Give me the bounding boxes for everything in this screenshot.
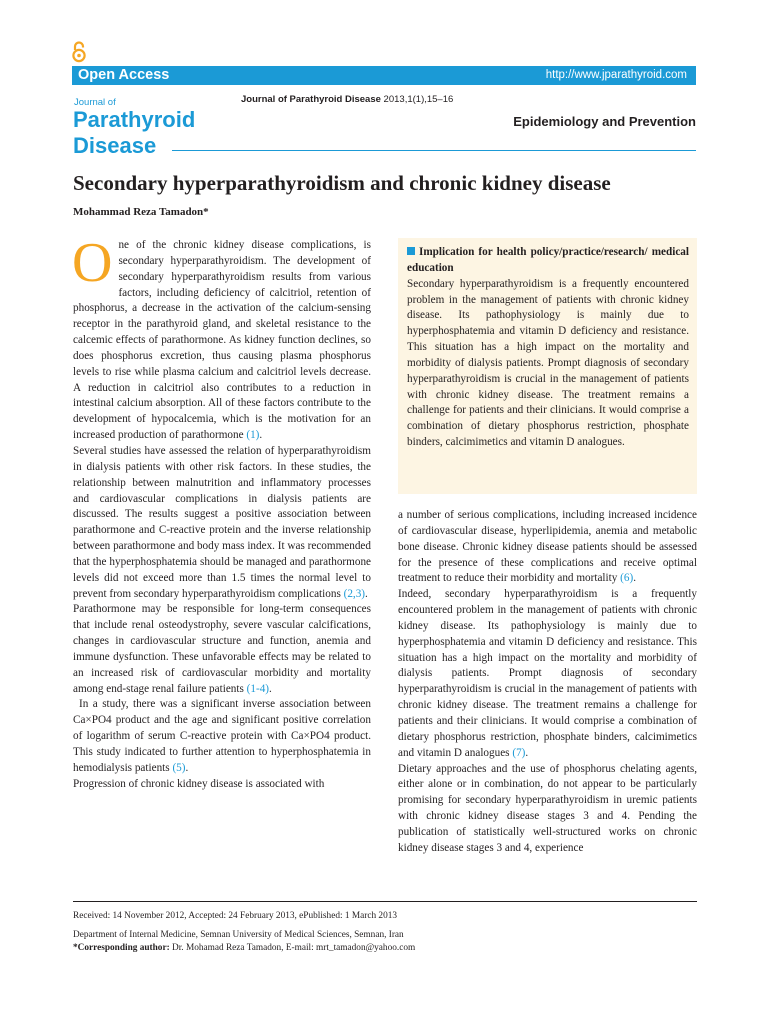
right-column: [398, 508, 697, 857]
header-rule: [172, 150, 696, 151]
footer-corresponding: [73, 942, 697, 956]
right-paragraph-2: [398, 587, 697, 761]
left-paragraph-3: [73, 602, 371, 697]
right-p1-end: .: [633, 572, 636, 585]
implication-text: Secondary hyperparathyroidism is a frequently encountered problem in the management of patients with chronic kidney disease. Its pathophysiology is mainly due to hyperphosphatemia and vitamin D deficiency and resistance. This situation has a high impact on the mortality and morbidity of dialysis patients. Prompt diagnosis of secondary hyperparathyroidism is crucial in the management of patients with chronic kidney disease. The treatment remains a challenge for patients and their clinicians. It would comprise a combination of dietary phosphorus restriction, phosphate binders, calcimimetics and vitamin D analogues.: [407, 277, 689, 449]
reference-link[interactable]: (1-4): [246, 682, 270, 695]
left-paragraph-4: [73, 697, 371, 776]
dropcap: O: [72, 232, 113, 294]
footer-affiliation: Department of Internal Medicine, Semnan University of Medical Sciences, Semnan, Iran: [73, 929, 404, 940]
open-access-icon: [72, 41, 86, 63]
open-access-label: Open Access: [78, 67, 170, 83]
citation-journal: Journal of Parathyroid Disease: [241, 94, 381, 105]
left-column: [72, 232, 371, 793]
journal-logo: [73, 107, 195, 159]
left-p4-end: .: [185, 761, 189, 774]
article-author: Mohammad Reza Tamadon*: [73, 206, 209, 218]
reference-link[interactable]: (2,3): [343, 587, 366, 600]
right-paragraph-3: Dietary approaches and the use of phosphorus chelating agents, either alone or in combination, do not appear to be particularly promising for secondary hyperparathyroidism in uremic patients with chronic kidney disease stages 3 and 4. Pending the publication of statistically well-structured works on chronic kidney disease stages 3 and 4, experience: [398, 762, 697, 854]
footer-rule: [73, 901, 697, 902]
corresponding-label: *Corresponding author:: [73, 943, 170, 953]
journal-name-line1: Parathyroid: [73, 107, 196, 132]
left-p2-end: .: [365, 587, 368, 600]
square-bullet-icon: [407, 247, 415, 255]
left-p2-text: Several studies have assessed the relation of hyperparathyroidism in dialysis patients with other risk factors. In these studies, the relationship between malnutrition and inflammatory processes and cardiovascular complications in dialysis patients are discussed. The results suggest a positive association between parathormone and C-reactive protein and the inverse relationship between parathormone and body mass index. It was recommended that the hyperphosphatemia should be managed and parathormone levels did not exceed more than 1.5 times the normal level to prevent from secondary hyperparathyroidism complications: [73, 444, 371, 600]
left-p1-text: ne of the chronic kidney disease complications, is secondary hyperparathyroidism. The development of secondary hyperparathyroidism results from various factors, including deficiency of calcitriol, retention of phosphorus, a decrease in the activation of the calcium-sensing receptor in the parathyroid gland, and skeletal resistance to the calcemic effects of parathormone. As kidney function declines, so does phosphorus excretion, thus causing plasma phosphorus levels to rise while plasma calcium and calcitriol levels decrease. A reduction in calcitriol also contributes to a reduction in intestinal calcium absorption. All of these factors contribute to the development of hypocalcemia, which is the motivation for an increased production of parathormone: [73, 239, 371, 442]
right-p2-end: .: [525, 746, 529, 759]
reference-link[interactable]: (5): [172, 761, 186, 774]
open-access-banner: [72, 66, 696, 85]
left-paragraph-1: [72, 232, 371, 444]
right-p1-text: a number of serious complications, including increased incidence of cardiovascular disease, hyperlipidemia, anemia and metabolic bone disease. Chronic kidney disease patients should be assessed for the presence of these complications and receive optimal treatment to reduce their morbidity and mortality: [398, 509, 697, 585]
section-label: Epidemiology and Prevention: [513, 114, 696, 129]
right-paragraph-1: [398, 508, 697, 587]
left-p3-end: .: [269, 682, 272, 695]
corresponding-text: Dr. Mohamad Reza Tamadon, E-mail: mrt_tamadon@yahoo.com: [169, 943, 416, 953]
article-title: Secondary hyperparathyroidism and chronic kidney disease: [73, 171, 611, 195]
implication-title-text: Implication for health policy/practice/research/ medical education: [407, 246, 689, 274]
journal-of-label: Journal of: [74, 97, 116, 108]
left-p4-text: In a study, there was a significant inverse association between Ca×PO4 product and the age and significant positive correlation of logarithm of serum C-reactive protein with Ca×PO4 product. This study indicated to further attention to hyperphosphatemia in hemodialysis patients: [73, 698, 371, 774]
reference-link[interactable]: (1): [246, 429, 260, 442]
implication-title: [407, 245, 689, 277]
journal-url-link[interactable]: http://www.jparathyroid.com: [545, 69, 687, 81]
reference-link[interactable]: (7): [512, 746, 526, 759]
left-p1-end: .: [259, 429, 263, 442]
footer-dates: Received: 14 November 2012, Accepted: 24 February 2013, ePublished: 1 March 2013: [73, 911, 398, 921]
left-paragraph-5: Progression of chronic kidney disease is associated with: [73, 777, 325, 790]
citation-details: 2013,1(1),15–16: [380, 94, 454, 105]
right-p2-text: Indeed, secondary hyperparathyroidism is a frequently encountered problem in the management of patients with chronic kidney disease. Its pathophysiology is mainly due to hyperphosphatemia and vitamin D deficiency and resistance. This situation has a high impact on the mortality and morbidity of dialysis patients. Prompt diagnosis of secondary hyperparathyroidism is crucial in the management of patients with chronic kidney disease. The treatment remains a challenge for patients and their clinicians. It would comprise a combination of dietary phosphorus restriction, phosphate binders, calcimimetics and vitamin D analogues: [398, 588, 697, 759]
reference-link[interactable]: (6): [620, 572, 634, 585]
citation: [241, 94, 453, 105]
implication-box: [398, 238, 697, 494]
left-paragraph-2: [73, 444, 371, 602]
journal-name-line2: Disease: [73, 133, 157, 158]
left-p3-text: Parathormone may be responsible for long-term consequences that include renal osteodystrophy, severe vascular calcifications, changes in cardiovascular structure and function, anemia and immune dysfunction. These unfavorable effects may be related to an increased risk of cardiovascular morbidity and mortality among end-stage renal failure patients: [73, 603, 371, 695]
article-footer: [73, 910, 697, 956]
